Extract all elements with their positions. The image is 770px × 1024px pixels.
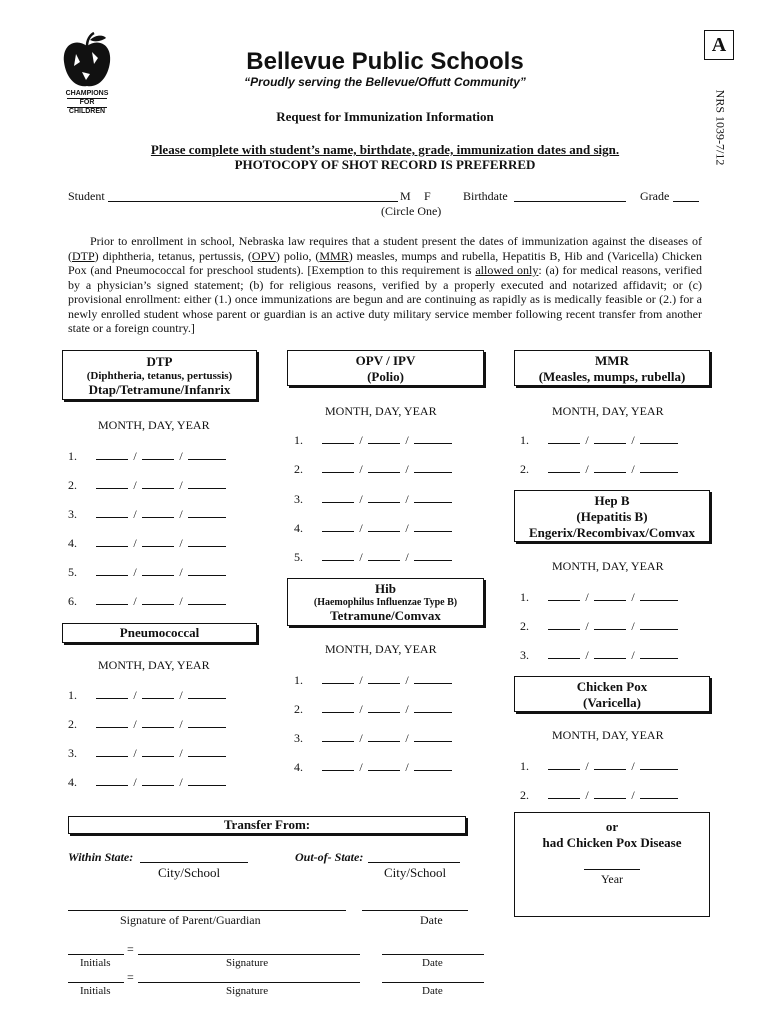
hib-day-field[interactable] xyxy=(368,760,400,771)
opv-year-field[interactable] xyxy=(414,492,452,503)
date-separator: / xyxy=(179,478,183,492)
student-name-field[interactable] xyxy=(108,201,398,202)
date-separator: / xyxy=(585,590,589,604)
mmr-subtitle: (Measles, mumps, rubella) xyxy=(538,369,686,384)
dtp-date-header: MONTH, DAY, YEAR xyxy=(98,418,210,432)
mmr-date-row xyxy=(520,462,678,477)
hepb-date-row xyxy=(520,619,678,634)
parent-date-label: Date xyxy=(420,913,443,927)
opv-day-field[interactable] xyxy=(368,433,400,444)
hepb-header-box xyxy=(514,490,710,542)
within-state-field[interactable] xyxy=(140,862,248,863)
pneumo-day-field[interactable] xyxy=(142,688,174,699)
grade-label: Grade xyxy=(640,189,670,203)
pneumo-date-row xyxy=(68,717,226,732)
date-separator: / xyxy=(133,536,137,550)
date-field-2[interactable] xyxy=(382,982,484,983)
male-option[interactable]: M xyxy=(400,189,411,203)
opv-header-box xyxy=(287,350,484,386)
instruction-line1: Please complete with student’s name, birthdate, grade, immunization dates and sign. xyxy=(150,142,620,157)
chickenpox-month-field[interactable] xyxy=(548,788,580,799)
mmr-month-field[interactable] xyxy=(548,462,580,473)
dtp-day-field[interactable] xyxy=(142,478,174,489)
hepb-date-header: MONTH, DAY, YEAR xyxy=(552,559,664,573)
date-separator: / xyxy=(359,702,363,716)
hib-brands: Tetramune/Comvax xyxy=(330,608,441,623)
dtp-year-field[interactable] xyxy=(188,449,226,460)
date-separator: / xyxy=(405,492,409,506)
chickenpox-title: Chicken Pox xyxy=(576,679,648,694)
hepb-date-row xyxy=(520,590,678,605)
hepb-brands: Engerix/Recombivax/Comvax xyxy=(528,525,696,540)
chickenpox-row-number: 1. xyxy=(520,759,529,773)
hib-date-row xyxy=(294,731,452,746)
pneumo-day-field[interactable] xyxy=(142,717,174,728)
pneumo-date-header: MONTH, DAY, YEAR xyxy=(98,658,210,672)
date-separator: / xyxy=(359,521,363,535)
hib-month-field[interactable] xyxy=(322,731,354,742)
opv-year-field[interactable] xyxy=(414,433,452,444)
dtp-brands: Dtap/Tetramune/Infanrix xyxy=(88,382,231,397)
dtp-date-row xyxy=(68,565,226,580)
mmr-year-field[interactable] xyxy=(640,462,678,473)
pneumo-month-field[interactable] xyxy=(96,688,128,699)
hepb-day-field[interactable] xyxy=(594,619,626,630)
hepb-row-number: 2. xyxy=(520,619,529,633)
date-separator: / xyxy=(133,746,137,760)
mmr-date-row xyxy=(520,433,678,448)
apple-logo-icon xyxy=(56,32,118,92)
signature-field-1[interactable] xyxy=(138,954,360,955)
pneumo-month-field[interactable] xyxy=(96,746,128,757)
opv-date-row xyxy=(294,433,452,448)
date-separator: / xyxy=(631,759,635,773)
dtp-month-field[interactable] xyxy=(96,565,128,576)
opv-month-field[interactable] xyxy=(322,462,354,473)
document-title: Request for Immunization Information xyxy=(276,109,494,124)
signature-label-1: Signature xyxy=(226,957,269,969)
instruction-line2: PHOTOCOPY OF SHOT RECORD IS PREFERRED xyxy=(234,157,536,172)
chickenpox-header-box xyxy=(514,676,710,712)
mmr-title: MMR xyxy=(595,353,629,368)
chickenpox-day-field[interactable] xyxy=(594,759,626,770)
hib-row-number: 1. xyxy=(294,673,303,687)
mmr-header-box xyxy=(514,350,710,386)
dtp-year-field[interactable] xyxy=(188,536,226,547)
mmr-date-header: MONTH, DAY, YEAR xyxy=(552,404,664,418)
pneumo-year-field[interactable] xyxy=(188,717,226,728)
opv-row-number: 2. xyxy=(294,462,303,476)
opv-month-field[interactable] xyxy=(322,433,354,444)
date-separator: / xyxy=(179,565,183,579)
mmr-day-field[interactable] xyxy=(594,433,626,444)
pneumo-row-number: 2. xyxy=(68,717,77,731)
date-separator: / xyxy=(133,507,137,521)
dtp-row-number: 5. xyxy=(68,565,77,579)
out-city-label: City/School xyxy=(384,865,447,880)
pneumo-year-field[interactable] xyxy=(188,688,226,699)
hib-header-box xyxy=(287,578,484,626)
date-separator: / xyxy=(133,449,137,463)
date-separator: / xyxy=(405,731,409,745)
hib-date-header: MONTH, DAY, YEAR xyxy=(325,642,437,656)
disease-or: or xyxy=(605,819,619,834)
hib-year-field[interactable] xyxy=(414,702,452,713)
date-separator: / xyxy=(405,462,409,476)
hib-row-number: 2. xyxy=(294,702,303,716)
hepb-subtitle: (Hepatitis B) xyxy=(576,509,648,524)
pneumo-header-box xyxy=(62,623,257,643)
dtp-row-number: 4. xyxy=(68,536,77,550)
date-separator: / xyxy=(585,619,589,633)
date-separator: / xyxy=(405,433,409,447)
dtp-date-row xyxy=(68,594,226,609)
opv-date-row xyxy=(294,462,452,477)
signature-label-2: Signature xyxy=(226,985,269,997)
date-separator: / xyxy=(359,462,363,476)
opv-month-field[interactable] xyxy=(322,550,354,561)
dtp-title: DTP xyxy=(146,354,173,369)
opv-day-field[interactable] xyxy=(368,492,400,503)
date-separator: / xyxy=(359,433,363,447)
hepb-title: Hep B xyxy=(594,493,630,508)
opv-month-field[interactable] xyxy=(322,521,354,532)
date-separator: / xyxy=(179,746,183,760)
logo xyxy=(56,32,118,122)
date-separator: / xyxy=(179,507,183,521)
hib-month-field[interactable] xyxy=(322,702,354,713)
page-subtitle: “Proudly serving the Bellevue/Offutt Community” xyxy=(244,75,526,89)
date-separator: / xyxy=(585,433,589,447)
birthdate-label: Birthdate xyxy=(463,189,508,203)
date-separator: / xyxy=(133,478,137,492)
logo-text-line1: CHAMPIONS xyxy=(65,90,109,97)
date-separator: / xyxy=(585,788,589,802)
hepb-month-field[interactable] xyxy=(548,590,580,601)
hib-day-field[interactable] xyxy=(368,702,400,713)
hepb-month-field[interactable] xyxy=(548,619,580,630)
pneumo-date-row xyxy=(68,688,226,703)
dtp-month-field[interactable] xyxy=(96,507,128,518)
chickenpox-year-field[interactable] xyxy=(640,759,678,770)
hepb-year-field[interactable] xyxy=(640,619,678,630)
date-separator: / xyxy=(631,462,635,476)
hib-year-field[interactable] xyxy=(414,760,452,771)
dtp-year-field[interactable] xyxy=(188,478,226,489)
female-option[interactable]: F xyxy=(424,189,431,203)
date-separator: / xyxy=(405,521,409,535)
date-separator: / xyxy=(133,594,137,608)
logo-text-line2: FOR xyxy=(67,98,107,108)
legal-paragraph: Prior to enrollment in school, Nebraska law requires that a student present the dates of immunization against the diseases of (DTP) diphtheria, tetanus, pertussis, (OPV) polio, (MMR) measles, mumps and rubella, Hepatitis B, Hib and (Varicella) Chicken Pox (and Pneumococcal for preschool students). [Exemption to this requirement is allowed only: (a) for medical reasons, verified by a physician’s signed statement; (b) for religious reasons, verified by a properly executed and notarized affidavit; or (c) provisional enrollment: either (1.) once immunizations are begun and are continuing as rapidly as is medically feasible or (2.) for a newly enrolled student whose parent or guardian is an active duty military service member following recent transfer from another state or a foreign country.] xyxy=(68,234,702,335)
hepb-month-field[interactable] xyxy=(548,648,580,659)
dtp-month-field[interactable] xyxy=(96,449,128,460)
date-separator: / xyxy=(133,565,137,579)
dtp-day-field[interactable] xyxy=(142,594,174,605)
hib-date-row xyxy=(294,760,452,775)
pneumo-month-field[interactable] xyxy=(96,775,128,786)
opv-day-field[interactable] xyxy=(368,550,400,561)
pneumo-day-field[interactable] xyxy=(142,775,174,786)
opv-date-header: MONTH, DAY, YEAR xyxy=(325,404,437,418)
dtp-month-field[interactable] xyxy=(96,594,128,605)
chickenpox-date-row xyxy=(520,788,678,803)
date-separator: / xyxy=(179,775,183,789)
date-separator: / xyxy=(631,619,635,633)
chickenpox-date-header: MONTH, DAY, YEAR xyxy=(552,728,664,742)
birthdate-field[interactable] xyxy=(514,201,626,202)
parent-signature-label: Signature of Parent/Guardian xyxy=(120,913,261,927)
opv-row-number: 3. xyxy=(294,492,303,506)
date-separator: / xyxy=(631,788,635,802)
hib-row-number: 4. xyxy=(294,760,303,774)
transfer-header-box xyxy=(68,816,466,834)
dtp-date-row xyxy=(68,449,226,464)
hib-row-number: 3. xyxy=(294,731,303,745)
dtp-day-field[interactable] xyxy=(142,536,174,547)
date-separator: / xyxy=(359,492,363,506)
date-separator: / xyxy=(179,688,183,702)
hib-year-field[interactable] xyxy=(414,731,452,742)
date-separator: / xyxy=(585,462,589,476)
opv-row-number: 5. xyxy=(294,550,303,564)
date-separator: / xyxy=(133,717,137,731)
hib-subtitle: (Haemophilus Influenzae Type B) xyxy=(313,597,458,608)
chickenpox-month-field[interactable] xyxy=(548,759,580,770)
date-separator: / xyxy=(179,449,183,463)
disease-year-field[interactable] xyxy=(584,869,640,870)
chickenpox-subtitle: (Varicella) xyxy=(583,695,641,710)
date-separator: / xyxy=(585,759,589,773)
pneumo-row-number: 3. xyxy=(68,746,77,760)
initials-label-1: Initials xyxy=(80,957,111,969)
hib-month-field[interactable] xyxy=(322,760,354,771)
student-label: Student xyxy=(68,189,105,203)
page-title: Bellevue Public Schools xyxy=(246,48,524,75)
hib-date-row xyxy=(294,702,452,717)
pneumo-row-number: 1. xyxy=(68,688,77,702)
logo-text-line3: CHILDREN xyxy=(68,108,106,115)
date-separator: / xyxy=(359,673,363,687)
hepb-year-field[interactable] xyxy=(640,590,678,601)
hib-year-field[interactable] xyxy=(414,673,452,684)
opv-year-field[interactable] xyxy=(414,521,452,532)
opv-title: OPV / IPV xyxy=(355,353,416,368)
initials-field-1[interactable] xyxy=(68,954,124,955)
hepb-row-number: 1. xyxy=(520,590,529,604)
parent-signature-field[interactable] xyxy=(68,910,346,911)
dtp-date-row xyxy=(68,478,226,493)
hepb-year-field[interactable] xyxy=(640,648,678,659)
pneumo-day-field[interactable] xyxy=(142,746,174,757)
dtp-year-field[interactable] xyxy=(188,594,226,605)
dtp-year-field[interactable] xyxy=(188,507,226,518)
pneumo-date-row xyxy=(68,775,226,790)
mmr-row-number: 1. xyxy=(520,433,529,447)
chickenpox-year-field[interactable] xyxy=(640,788,678,799)
dtp-day-field[interactable] xyxy=(142,565,174,576)
date-separator: / xyxy=(359,760,363,774)
hib-day-field[interactable] xyxy=(368,731,400,742)
dtp-row-number: 3. xyxy=(68,507,77,521)
hepb-day-field[interactable] xyxy=(594,648,626,659)
pneumo-title: Pneumococcal xyxy=(119,625,200,640)
date-separator: / xyxy=(179,594,183,608)
dtp-subtitle: (Diphtheria, tetanus, pertussis) xyxy=(86,370,233,382)
date-separator: / xyxy=(133,688,137,702)
parent-date-field[interactable] xyxy=(362,910,468,911)
date-separator: / xyxy=(359,731,363,745)
form-letter-badge: A xyxy=(704,30,734,60)
date-separator: / xyxy=(405,550,409,564)
chickenpox-day-field[interactable] xyxy=(594,788,626,799)
chickenpox-row-number: 2. xyxy=(520,788,529,802)
dtp-day-field[interactable] xyxy=(142,449,174,460)
opv-date-row xyxy=(294,492,452,507)
dtp-month-field[interactable] xyxy=(96,478,128,489)
mmr-year-field[interactable] xyxy=(640,433,678,444)
dtp-date-row xyxy=(68,507,226,522)
opv-year-field[interactable] xyxy=(414,550,452,561)
hepb-row-number: 3. xyxy=(520,648,529,662)
chickenpox-date-row xyxy=(520,759,678,774)
circle-one-note: (Circle One) xyxy=(381,204,442,218)
opv-year-field[interactable] xyxy=(414,462,452,473)
dtp-date-row xyxy=(68,536,226,551)
disease-text: had Chicken Pox Disease xyxy=(542,835,682,850)
pneumo-row-number: 4. xyxy=(68,775,77,789)
signature-field-2[interactable] xyxy=(138,982,360,983)
hepb-day-field[interactable] xyxy=(594,590,626,601)
hib-day-field[interactable] xyxy=(368,673,400,684)
within-city-label: City/School xyxy=(158,865,221,880)
disease-year-label: Year xyxy=(600,872,624,886)
pneumo-year-field[interactable] xyxy=(188,775,226,786)
date-separator: / xyxy=(179,717,183,731)
opv-date-row xyxy=(294,521,452,536)
date-separator: / xyxy=(631,433,635,447)
chickenpox-disease-box xyxy=(514,812,710,917)
date-separator: / xyxy=(359,550,363,564)
date-separator: / xyxy=(405,702,409,716)
initials-label-2: Initials xyxy=(80,985,111,997)
mmr-day-field[interactable] xyxy=(594,462,626,473)
out-of-state-field[interactable] xyxy=(368,862,460,863)
mmr-month-field[interactable] xyxy=(548,433,580,444)
date-separator: / xyxy=(179,536,183,550)
date-separator: / xyxy=(133,775,137,789)
mmr-row-number: 2. xyxy=(520,462,529,476)
dtp-day-field[interactable] xyxy=(142,507,174,518)
date-separator: / xyxy=(585,648,589,662)
date-label-1: Date xyxy=(422,957,443,969)
opv-month-field[interactable] xyxy=(322,492,354,503)
opv-row-number: 4. xyxy=(294,521,303,535)
hib-month-field[interactable] xyxy=(322,673,354,684)
grade-field[interactable] xyxy=(673,201,699,202)
date-field-1[interactable] xyxy=(382,954,484,955)
opv-day-field[interactable] xyxy=(368,462,400,473)
equals-1: = xyxy=(127,942,134,956)
pneumo-year-field[interactable] xyxy=(188,746,226,757)
hib-date-row xyxy=(294,673,452,688)
hepb-date-row xyxy=(520,648,678,663)
date-separator: / xyxy=(631,648,635,662)
opv-day-field[interactable] xyxy=(368,521,400,532)
pneumo-month-field[interactable] xyxy=(96,717,128,728)
date-separator: / xyxy=(405,760,409,774)
form-number: NRS 1039-7/12 xyxy=(713,89,728,166)
dtp-header-box xyxy=(62,350,257,400)
opv-date-row xyxy=(294,550,452,565)
out-of-state-label: Out-of- State: xyxy=(295,850,364,864)
pneumo-date-row xyxy=(68,746,226,761)
dtp-month-field[interactable] xyxy=(96,536,128,547)
equals-2: = xyxy=(127,970,134,984)
date-separator: / xyxy=(631,590,635,604)
date-separator: / xyxy=(405,673,409,687)
opv-row-number: 1. xyxy=(294,433,303,447)
dtp-row-number: 6. xyxy=(68,594,77,608)
hib-title: Hib xyxy=(375,581,396,596)
opv-subtitle: (Polio) xyxy=(367,369,404,384)
initials-field-2[interactable] xyxy=(68,982,124,983)
dtp-row-number: 2. xyxy=(68,478,77,492)
date-label-2: Date xyxy=(422,985,443,997)
within-state-label: Within State: xyxy=(68,850,134,864)
transfer-title: Transfer From: xyxy=(223,817,311,832)
dtp-year-field[interactable] xyxy=(188,565,226,576)
dtp-row-number: 1. xyxy=(68,449,77,463)
